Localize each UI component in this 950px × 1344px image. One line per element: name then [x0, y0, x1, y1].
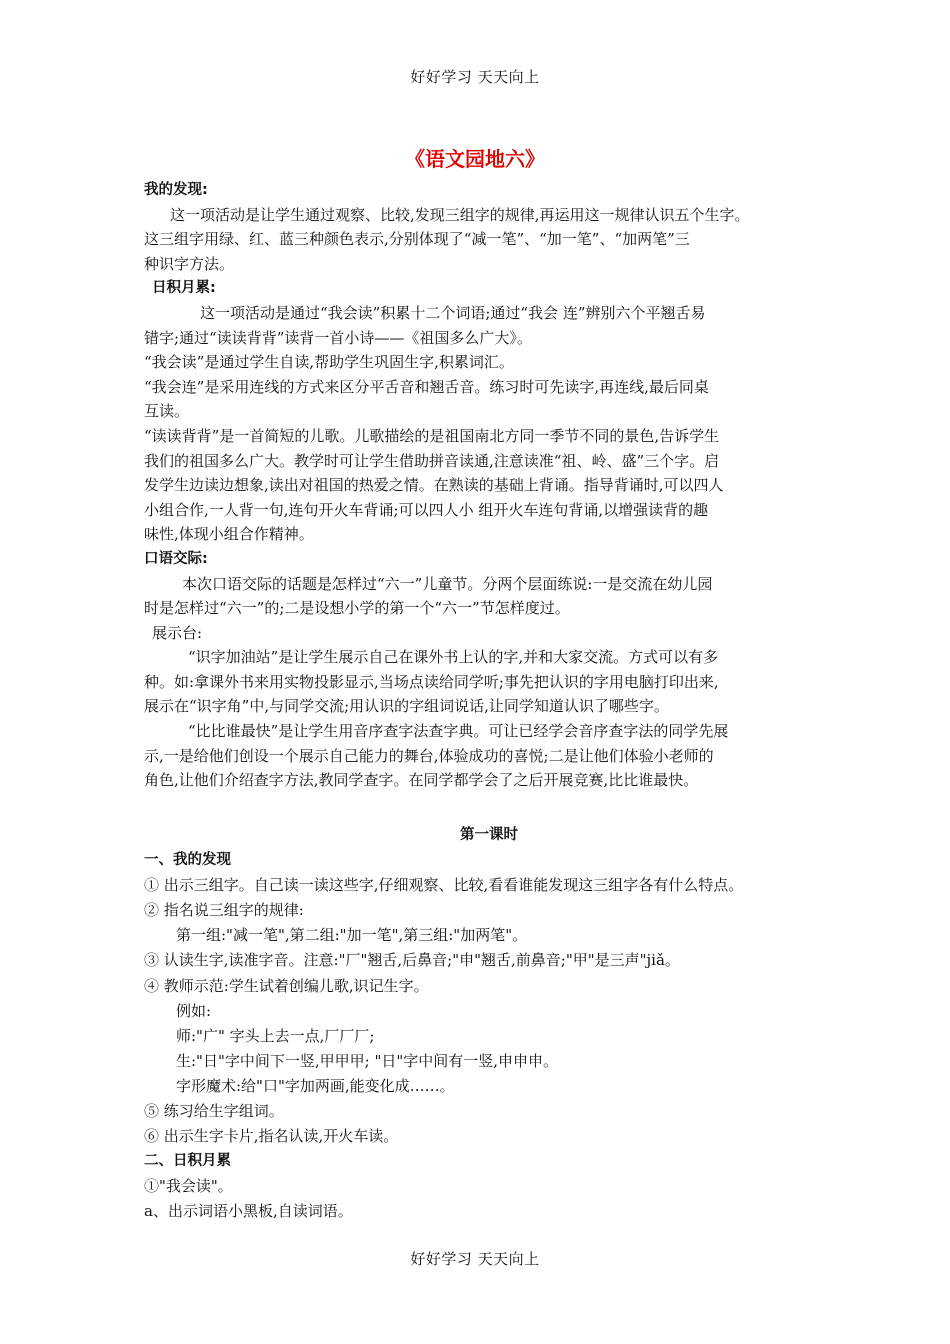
lesson-line: a、出示词语小黑板,自读词语。 [144, 1202, 353, 1221]
overview-line: 发学生边读边想象,读出对祖国的热爱之情。在熟读的基础上背诵。指导背诵时,可以四人 [144, 476, 724, 495]
overview-line: 错字;通过“读读背背”读背一首小诗——《祖国多么广大》。 [144, 328, 532, 347]
lesson-line: ① 出示三组字。自己读一读这些字,仔细观察、比较,看看谁能发现这三组字各有什么特点。 [144, 876, 744, 895]
lesson-line: ⑥ 出示生字卡片,指名认读,开火车读。 [144, 1127, 399, 1146]
overview-heading: 日积月累: [152, 280, 216, 297]
page-header: 好好学习 天天向上 [410, 68, 540, 86]
lesson-line: ④ 教师示范:学生试着创编儿歌,识记生字。 [144, 976, 429, 995]
overview-line: 味性,体现小组合作精神。 [144, 525, 314, 544]
overview-line: “比比谁最快”是让学生用音序查字法查字典。可让已经学会音序查字法的同学先展 [188, 722, 729, 741]
lesson-heading: 第一课时 [460, 827, 518, 843]
overview-line: 这三组字用绿、红、蓝三种颜色表示,分别体现了“减一笔”、“加一笔”、“加两笔”三 [144, 230, 690, 249]
lesson-line: 字形魔术:给"口"字加两画,能变化成……。 [176, 1076, 455, 1095]
overview-line: 展示台: [152, 623, 203, 642]
lesson-line: 师:"广" 字头上去一点,厂厂厂; [176, 1026, 375, 1045]
overview-section [144, 178, 834, 793]
overview-line: 互读。 [144, 402, 190, 421]
overview-line: 种识字方法。 [144, 254, 235, 273]
page-footer: 好好学习 天天向上 [410, 1250, 540, 1268]
overview-line: 我们的祖国多么广大。教学时可让学生借助拼音读通,注意读准“祖、岭、盛”三个字。启 [144, 451, 720, 470]
overview-line: 种。如:拿课外书来用实物投影显示,当场点读给同学听;事先把认识的字用电脑打印出来, [144, 672, 719, 691]
overview-line: “我会连”是采用连线的方式来区分平舌音和翘舌音。练习时可先读字,再连线,最后同桌 [144, 377, 709, 396]
lesson-line: 生:"日"字中间下一竖,甲甲甲; "日"字中间有一竖,申申申。 [176, 1051, 559, 1070]
overview-line: 本次口语交际的话题是怎样过“六一”儿童节。分两个层面练说:一是交流在幼儿园 [182, 574, 713, 593]
lesson-heading: 二、日积月累 [144, 1153, 231, 1170]
overview-heading: 口语交际: [144, 550, 208, 567]
overview-line: 示,一是给他们创设一个展示自己能力的舞台,体验成功的喜悦;二是让他们体验小老师的 [144, 746, 714, 765]
lesson-line: ①"我会读"。 [144, 1177, 233, 1196]
lesson-line: ⑤ 练习给生字组词。 [144, 1102, 284, 1121]
lesson-heading: 一、我的发现 [144, 852, 231, 869]
lesson-section [144, 823, 834, 1225]
overview-line: 小组合作,一人背一句,连句开火车背诵;可以四人小 组开火车连句背诵,以增强读背的趣 [144, 500, 709, 519]
lesson-line: ② 指名说三组字的规律: [144, 901, 304, 920]
overview-line: 时是怎样过“六一”的;二是设想小学的第一个“六一”节怎样度过。 [144, 599, 570, 618]
overview-line: 展示在“识字角”中,与同学交流;用认识的字组词说话,让同学知道认识了哪些字。 [144, 697, 669, 716]
lesson-line: 例如: [176, 1001, 212, 1020]
overview-line: 角色,让他们介绍查字方法,教同学查字。在同学都学会了之后开展竞赛,比比谁最快。 [144, 771, 699, 790]
lesson-line: 第一组:"减一笔",第二组:"加一笔",第三组:"加两笔"。 [176, 926, 528, 945]
overview-line: “读读背背”是一首简短的儿歌。儿歌描绘的是祖国南北方同一季节不同的景色,告诉学生 [144, 426, 720, 445]
overview-line: 这一项活动是让学生通过观察、比较,发现三组字的规律,再运用这一规律认识五个生字。 [170, 205, 750, 224]
overview-heading: 我的发现: [144, 182, 208, 198]
document-title: 《语文园地六》 [405, 147, 545, 171]
lesson-line: ③ 认读生字,读准字音。注意:"厂"翘舌,后鼻音;"申"翘舌,前鼻音;"甲"是三声"jiǎ。 [144, 951, 680, 970]
overview-line: “我会读”是通过学生自读,帮助学生巩固生字,积累词汇。 [144, 353, 514, 372]
overview-line: “识字加油站”是让学生展示自己在课外书上认的字,并和大家交流。方式可以有多 [188, 648, 719, 667]
overview-line: 这一项活动是通过“我会读”积累十二个词语;通过“我会 连”辨别六个平翘舌易 [200, 303, 706, 322]
